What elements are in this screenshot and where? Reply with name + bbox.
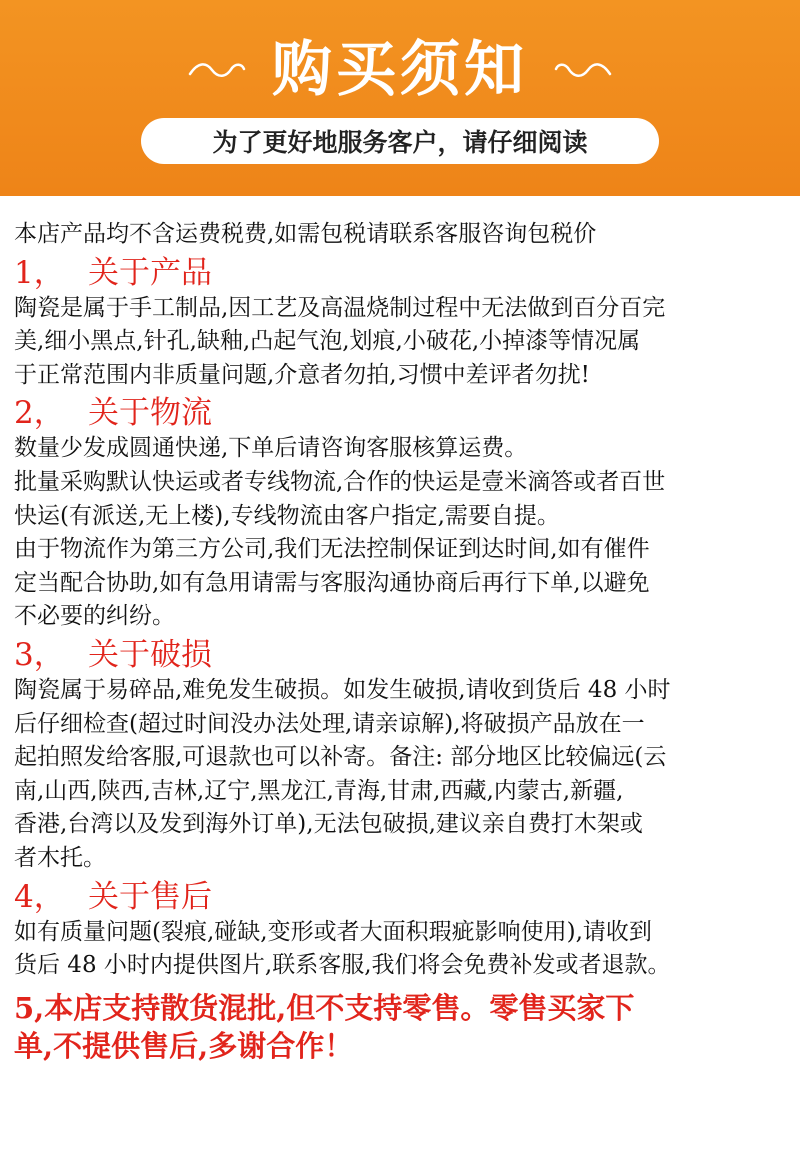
- swirl-left-icon: [188, 60, 246, 80]
- section-line: 由于物流作为第三方公司,我们无法控制保证到达时间,如有催件: [14, 536, 650, 563]
- section-line: 后仔细检查(超过时间没办法处理,请亲谅解),将破损产品放在一: [14, 710, 645, 737]
- section-heading-logistics: [14, 395, 786, 432]
- wholesale-notice-line: 单,不提供售后,多谢合作！: [14, 1028, 354, 1063]
- section-title: 关于售后: [88, 878, 212, 915]
- section-title: 关于破损: [88, 636, 212, 673]
- section-line: 批量采购默认快运或者专线物流,合作的快运是壹米滴答或者百世: [14, 468, 666, 495]
- intro-line: 本店产品均不含运费税费,如需包税请联系客服咨询包税价: [14, 221, 597, 247]
- section-line: 起拍照发给客服,可退款也可以补寄。备注: 部分地区比较偏远(云: [14, 744, 667, 771]
- section-number: 2，: [14, 395, 65, 432]
- section-line: 数量少发成圆通快递,下单后请咨询客服核算运费。: [14, 435, 528, 462]
- section-line: 于正常范围内非质量问题,介意者勿拍,习惯中差评者勿扰!: [14, 361, 590, 388]
- section-line: 快运(有派送,无上楼),专线物流由客户指定,需要自提。: [14, 502, 560, 529]
- section-line: 如有质量问题(裂痕,碰缺,变形或者大面积瑕疵影响使用),请收到: [14, 918, 652, 945]
- section-line: 香港,台湾以及发到海外订单),无法包破损,建议亲自费打木架或: [14, 811, 643, 838]
- section-title: 关于产品: [88, 254, 212, 291]
- section-line: 南,山西,陕西,吉林,辽宁,黑龙江,青海,甘肃,西藏,内蒙古,新疆,: [14, 777, 624, 804]
- section-line: 者木托。: [14, 844, 106, 871]
- subtitle-text: 为了更好地服务客户，请仔细阅读: [212, 128, 588, 157]
- subtitle-pill: [141, 118, 659, 164]
- section-heading-product: [14, 255, 786, 292]
- section-line: 陶瓷是属于手工制品,因工艺及高温烧制过程中无法做到百分百完: [14, 294, 666, 321]
- header-banner: [0, 0, 800, 196]
- title-row: [0, 30, 800, 110]
- section-line: 货后 48 小时内提供图片,联系客服,我们将会免费补发或者退款。: [14, 952, 671, 979]
- section-number: 3，: [14, 636, 65, 673]
- section-number: 1，: [14, 254, 65, 291]
- swirl-right-icon: [554, 60, 612, 80]
- section-line: 美,细小黑点,针孔,缺釉,凸起气泡,划痕,小破花,小掉漆等情况属: [14, 328, 641, 355]
- wholesale-notice-line: 5,本店支持散货混批,但不支持零售。零售买家下: [14, 990, 635, 1025]
- section-line: 不必要的纠纷。: [14, 603, 175, 630]
- page-title: 购买须知: [272, 35, 528, 105]
- section-line: 定当配合协助,如有急用请需与客服沟通协商后再行下单,以避免: [14, 569, 650, 596]
- section-heading-damage: [14, 637, 786, 674]
- section-heading-aftersales: [14, 879, 786, 916]
- section-number: 4，: [14, 878, 65, 915]
- notice-content: [0, 196, 800, 1065]
- section-title: 关于物流: [88, 395, 212, 432]
- section-line: 陶瓷属于易碎品,难免发生破损。如发生破损,请收到货后 48 小时: [14, 676, 671, 703]
